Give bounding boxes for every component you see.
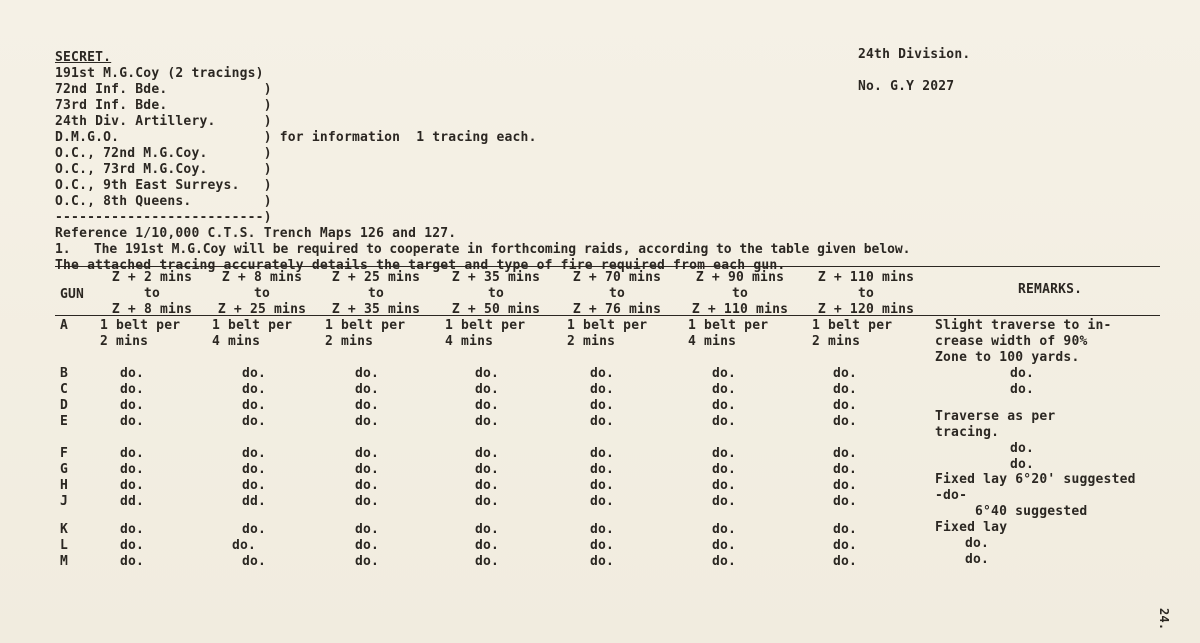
- table-cell: dd.: [242, 494, 267, 509]
- period-header-4: to: [487, 286, 505, 301]
- table-cell: do.: [833, 522, 858, 537]
- table-cell: do.: [120, 522, 145, 537]
- gun-label: L: [60, 538, 69, 553]
- table-cell: do.: [833, 554, 858, 569]
- table-cell: do.: [833, 462, 858, 477]
- table-cell: do.: [712, 398, 737, 413]
- period-header-3: Z + 25 mins: [331, 270, 421, 285]
- period-header-5: Z + 70 mins: [572, 270, 662, 285]
- table-cell: do.: [120, 478, 145, 493]
- table-cell: 1 belt per: [688, 318, 769, 333]
- gun-label: C: [60, 382, 69, 397]
- table-cell: do.: [355, 538, 380, 553]
- period-header-6: Z + 90 mins: [695, 270, 785, 285]
- remarks-cell: crease width of 90%: [935, 334, 1088, 349]
- table-cell: 1 belt per: [567, 318, 648, 333]
- table-cell: do.: [242, 446, 267, 461]
- table-cell: do.: [120, 554, 145, 569]
- table-top-rule: [55, 266, 1160, 267]
- table-cell: do.: [833, 494, 858, 509]
- table-cell: do.: [355, 366, 380, 381]
- remarks-cell: do.: [965, 552, 990, 567]
- gun-label: G: [60, 462, 69, 477]
- table-cell: do.: [475, 554, 500, 569]
- table-cell: do.: [833, 538, 858, 553]
- table-cell: do.: [120, 414, 145, 429]
- paragraph-2: The attached tracing accurately details the target and type of fire required from each gun.: [55, 258, 786, 273]
- table-cell: do.: [120, 398, 145, 413]
- gun-label: H: [60, 478, 69, 493]
- table-cell: do.: [590, 478, 615, 493]
- table-cell: do.: [833, 414, 858, 429]
- table-cell: 4 mins: [445, 334, 494, 349]
- table-cell: do.: [475, 446, 500, 461]
- page-number: 24.: [1157, 608, 1171, 631]
- table-cell: do.: [833, 366, 858, 381]
- distribution-line: O.C., 8th Queens. ): [55, 194, 272, 209]
- table-cell: do.: [120, 382, 145, 397]
- table-cell: do.: [475, 398, 500, 413]
- table-cell: do.: [712, 366, 737, 381]
- table-cell: do.: [232, 538, 257, 553]
- table-cell: do.: [590, 538, 615, 553]
- table-cell: do.: [355, 494, 380, 509]
- distribution-line: 24th Div. Artillery. ): [55, 114, 272, 129]
- gun-label: F: [60, 446, 69, 461]
- classification: SECRET.: [55, 50, 112, 65]
- table-header-rule: [55, 315, 1160, 316]
- table-cell: do.: [242, 382, 267, 397]
- table-cell: do.: [833, 446, 858, 461]
- distribution-line: 72nd Inf. Bde. ): [55, 82, 272, 97]
- remarks-cell: Fixed lay 6°20' suggested: [935, 472, 1136, 487]
- paragraph-1: 1. The 191st M.G.Coy will be required to cooperate in forthcoming raids, according to the table given below.: [55, 242, 911, 257]
- table-cell: do.: [242, 398, 267, 413]
- period-header-3: to: [367, 286, 385, 301]
- table-cell: do.: [712, 462, 737, 477]
- period-header-5: to: [608, 286, 626, 301]
- distribution-line: 73rd Inf. Bde. ): [55, 98, 272, 113]
- table-cell: do.: [475, 366, 500, 381]
- table-cell: do.: [355, 478, 380, 493]
- table-cell: do.: [712, 554, 737, 569]
- table-cell: 1 belt per: [445, 318, 526, 333]
- remarks-cell: do.: [1010, 366, 1035, 381]
- table-cell: do.: [590, 522, 615, 537]
- table-cell: 1 belt per: [812, 318, 893, 333]
- table-cell: do.: [355, 398, 380, 413]
- period-header-1: Z + 8 mins: [111, 302, 193, 317]
- remarks-cell: Slight traverse to in-: [935, 318, 1112, 333]
- table-cell: do.: [833, 398, 858, 413]
- table-cell: do.: [833, 478, 858, 493]
- remarks-cell: do.: [965, 536, 990, 551]
- table-cell: 4 mins: [688, 334, 737, 349]
- table-cell: do.: [712, 446, 737, 461]
- distribution-line: 191st M.G.Coy (2 tracings): [55, 66, 264, 81]
- period-header-2: Z + 25 mins: [217, 302, 307, 317]
- table-cell: do.: [590, 414, 615, 429]
- gun-label: B: [60, 366, 69, 381]
- period-header-7: Z + 120 mins: [817, 302, 915, 317]
- table-cell: do.: [355, 522, 380, 537]
- period-header-7: to: [857, 286, 875, 301]
- table-cell: do.: [242, 522, 267, 537]
- remarks-cell: Zone to 100 yards.: [935, 350, 1080, 365]
- gun-label: D: [60, 398, 69, 413]
- table-cell: do.: [120, 462, 145, 477]
- table-cell: do.: [242, 414, 267, 429]
- distribution-line: O.C., 73rd M.G.Coy. ): [55, 162, 272, 177]
- distribution-line: --------------------------): [55, 210, 272, 225]
- table-cell: 2 mins: [567, 334, 616, 349]
- reference-line: Reference 1/10,000 C.T.S. Trench Maps 126 and 127.: [55, 226, 457, 241]
- table-cell: do.: [120, 366, 145, 381]
- table-cell: do.: [475, 462, 500, 477]
- table-cell: do.: [242, 554, 267, 569]
- remarks-cell: do.: [1010, 441, 1035, 456]
- table-cell: do.: [355, 554, 380, 569]
- table-cell: do.: [242, 462, 267, 477]
- remarks-header: REMARKS.: [1018, 282, 1083, 297]
- remarks-cell: do.: [1010, 382, 1035, 397]
- table-cell: do.: [120, 538, 145, 553]
- period-header-6: Z + 110 mins: [691, 302, 789, 317]
- period-header-6: to: [731, 286, 749, 301]
- table-cell: do.: [712, 382, 737, 397]
- table-cell: do.: [590, 446, 615, 461]
- table-cell: do.: [475, 382, 500, 397]
- remarks-cell: tracing.: [935, 425, 1000, 440]
- table-cell: do.: [120, 446, 145, 461]
- period-header-4: Z + 35 mins: [451, 270, 541, 285]
- remarks-cell: Fixed lay: [935, 520, 1008, 535]
- reference-number: No. G.Y 2027: [858, 79, 955, 94]
- table-cell: do.: [833, 382, 858, 397]
- table-cell: do.: [475, 414, 500, 429]
- table-cell: do.: [355, 414, 380, 429]
- table-cell: do.: [712, 522, 737, 537]
- remarks-cell: 6°40 suggested: [975, 504, 1088, 519]
- table-cell: do.: [712, 414, 737, 429]
- period-header-2: to: [253, 286, 271, 301]
- table-cell: dd.: [120, 494, 145, 509]
- table-cell: 2 mins: [325, 334, 374, 349]
- table-cell: do.: [712, 478, 737, 493]
- table-cell: do.: [590, 494, 615, 509]
- table-cell: 4 mins: [212, 334, 261, 349]
- table-cell: do.: [712, 538, 737, 553]
- table-cell: do.: [590, 366, 615, 381]
- division-heading: 24th Division.: [858, 47, 971, 62]
- distribution-line: O.C., 72nd M.G.Coy. ): [55, 146, 272, 161]
- period-header-3: Z + 35 mins: [331, 302, 421, 317]
- table-cell: do.: [712, 494, 737, 509]
- table-cell: do.: [475, 478, 500, 493]
- gun-label: A: [60, 318, 69, 333]
- remarks-cell: Traverse as per: [935, 409, 1056, 424]
- period-header-1: to: [143, 286, 161, 301]
- table-cell: do.: [590, 462, 615, 477]
- table-cell: 2 mins: [812, 334, 861, 349]
- table-cell: 1 belt per: [100, 318, 181, 333]
- table-cell: 1 belt per: [325, 318, 406, 333]
- period-header-7: Z + 110 mins: [817, 270, 915, 285]
- gun-label: M: [60, 554, 69, 569]
- period-header-5: Z + 76 mins: [572, 302, 662, 317]
- distribution-line: O.C., 9th East Surreys. ): [55, 178, 272, 193]
- period-header-2: Z + 8 mins: [221, 270, 303, 285]
- table-cell: do.: [355, 462, 380, 477]
- table-cell: do.: [590, 554, 615, 569]
- table-cell: 1 belt per: [212, 318, 293, 333]
- table-cell: do.: [242, 366, 267, 381]
- table-cell: do.: [475, 538, 500, 553]
- table-cell: do.: [355, 446, 380, 461]
- remarks-cell: -do-: [935, 488, 968, 503]
- remarks-cell: do.: [1010, 457, 1035, 472]
- gun-label: E: [60, 414, 69, 429]
- period-header-4: Z + 50 mins: [451, 302, 541, 317]
- table-cell: do.: [355, 382, 380, 397]
- table-cell: do.: [590, 382, 615, 397]
- table-cell: 2 mins: [100, 334, 149, 349]
- table-cell: do.: [475, 522, 500, 537]
- gun-header: GUN: [60, 287, 85, 302]
- period-header-1: Z + 2 mins: [111, 270, 193, 285]
- table-cell: do.: [590, 398, 615, 413]
- table-cell: do.: [242, 478, 267, 493]
- gun-label: K: [60, 522, 69, 537]
- table-cell: do.: [475, 494, 500, 509]
- distribution-line: D.M.G.O. ) for information 1 tracing each.: [55, 130, 537, 145]
- gun-label: J: [60, 494, 69, 509]
